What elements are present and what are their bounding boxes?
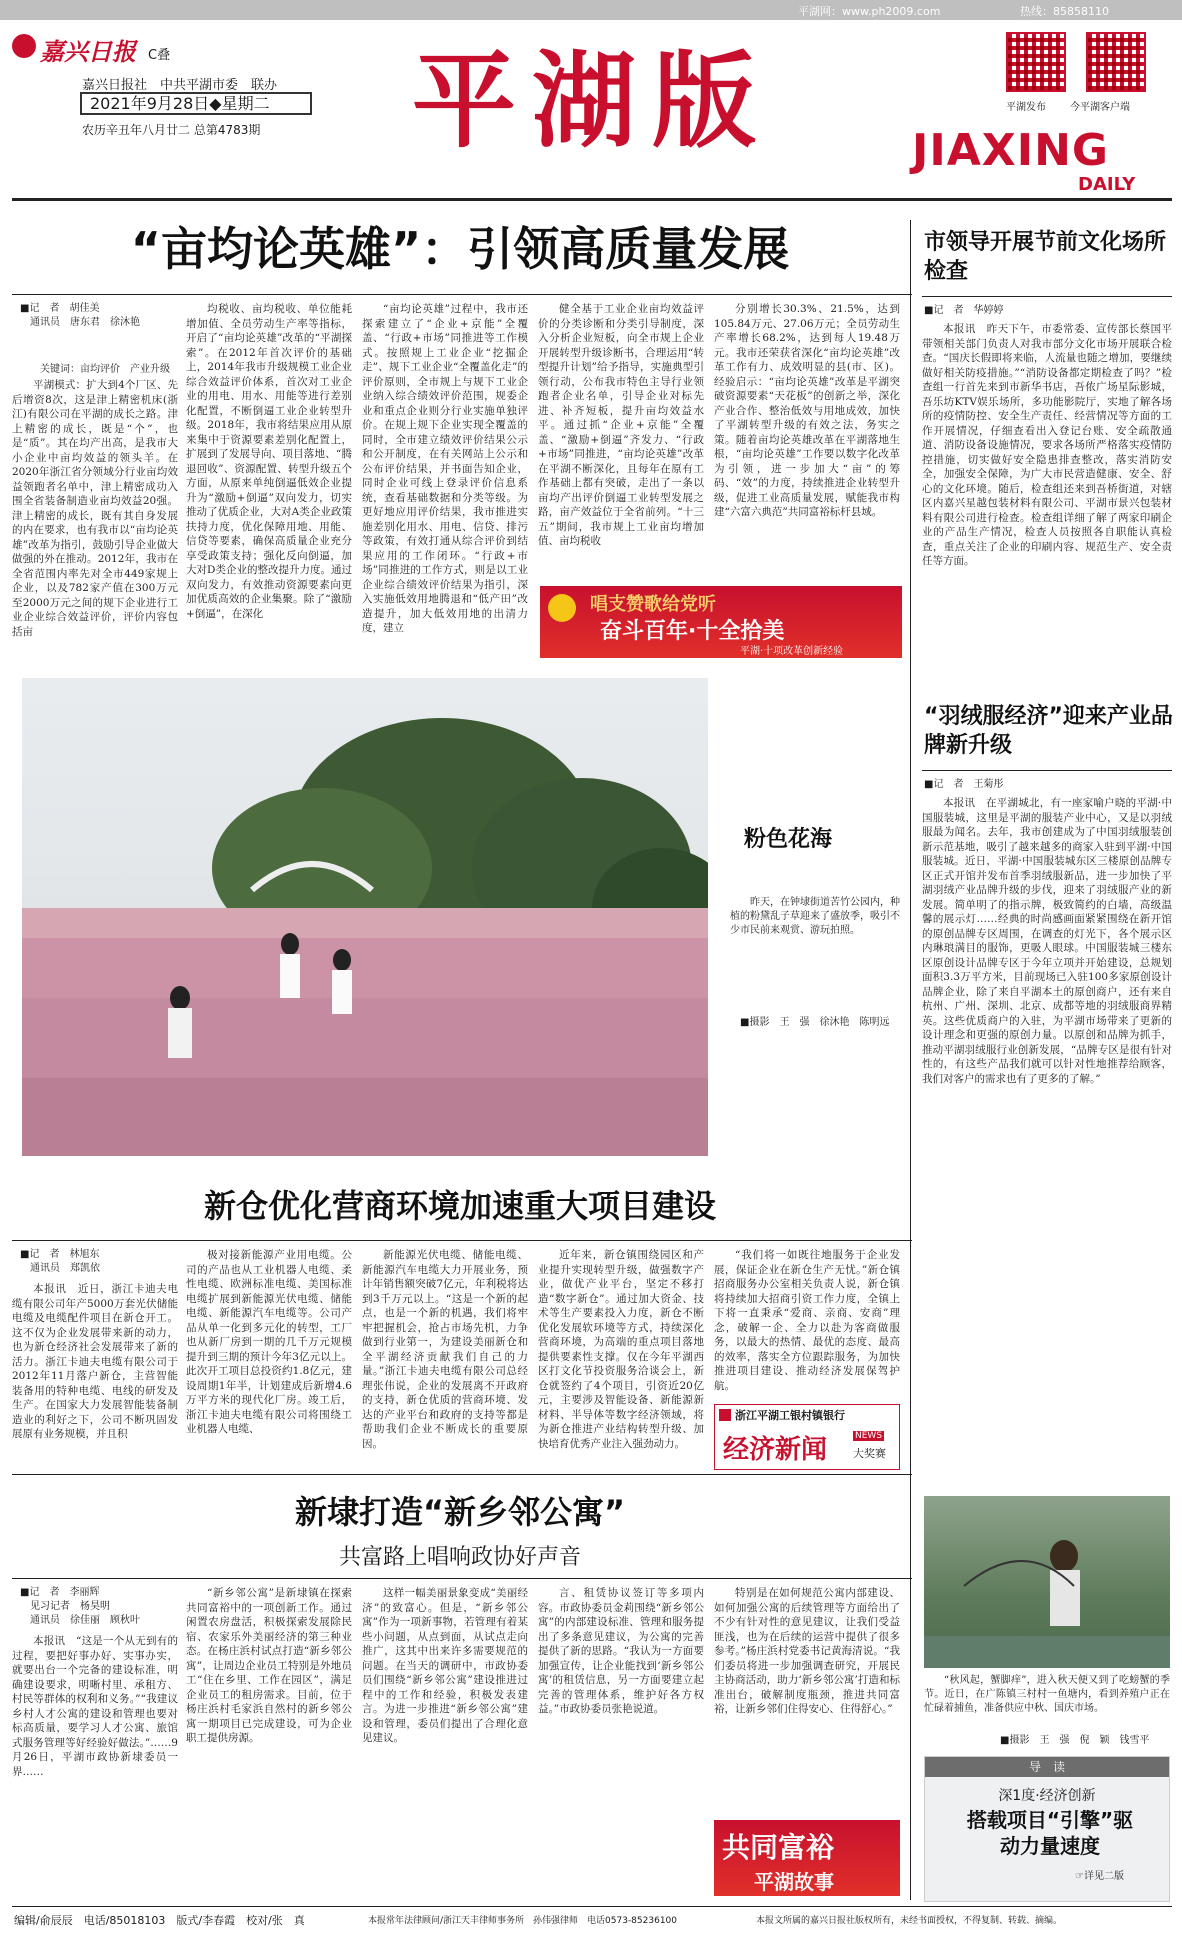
issue-date: 2021年9月28日◆星期二 xyxy=(80,92,312,115)
newspaper-logo-icon xyxy=(12,34,36,58)
paragraph: 本报讯 在平湖城北，有一座家喻户晓的平湖·中国服装城，这里是平湖的服装产业中心，又是以羽绒服最为闻名。去年，我市创建成为了中国羽绒服装创新示范基地，吸引了越来越多的商家入驻到平湖·中国服装城。近日，平湖·中国服装城东区三楼原创品牌专区正式开馆并发布首季羽绒服新品，进一步加快了平湖羽绒产业品牌升级的步伐，迎来了羽绒服产业的新发展。简单明了的指示牌，极致简约的白墙，高级温馨的展示灯……经典的时尚感画面紧紧围绕在新开馆的原创品牌专区周围，在调查的灯光下，各个展示区内琳琅满目的服饰，更吸人眼球。中国服装城三楼东区原创设计品牌专区于今年立项并开始建设，总规划面积3.3万平方米，目前现场已入驻100多家原创设计品牌企业，除了来自平湖本土的原创商户，还有来自杭州、广州、深圳、北京、成都等地的羽绒服商界精英。这些优质商户的入驻，为平湖市场带来了更新的设计理念和更强的原创力量。以原创和品牌为抓手，推动平湖羽绒服行业创新发展，“品牌专区是很有针对性的，有这些产品我们就可以针对性地推荐给顾客，我们对客户的需求也有了更多的了解。” xyxy=(922,797,1172,1085)
story3-subhead: 共富路上唱响政协好声音 xyxy=(338,1545,581,1570)
byline: ■记 者 王菊彤 xyxy=(924,779,1004,790)
crab-fishing-photo[interactable] xyxy=(924,1496,1170,1668)
ad-top: 唱支赞歌给党听 xyxy=(590,594,716,615)
common-prosperity-ad[interactable] xyxy=(714,1820,900,1896)
top-bar xyxy=(0,0,1182,20)
paragraph: 这样一幅美丽景象变成“美丽经济”的致富心。但是，“新乡邻公寓”作为一项新事物，若管理有着某些小问题，从点到面，从试点走向推广，这其中出来许多需要规范的问题。在当天的调研中，市政协委员们围绕“新乡邻公寓”建设推进过程中的工作和经验，积极发表建言。为进一步推进“新乡邻公寓”建设和管理，委员们提出了合理化意见建议。 xyxy=(362,1587,528,1744)
edition-title: 平湖版 xyxy=(412,40,773,162)
story3-col-4 xyxy=(538,1586,704,1892)
lead-col-4 xyxy=(538,302,704,574)
story2-col-2 xyxy=(186,1248,352,1462)
ad-main: 奋斗百年·十全拾美 xyxy=(600,619,785,644)
paragraph: “亩均论英雄”过程中，我市还探索建立了“企业+京能”全覆盖、“行政+市场”同推进等工作模式。按照规上工业企业“挖掘企走”、规下工业企业“全覆盖化走”的评价原则，全市规上与规下工业企业纳入综合绩效评价范围，规委企业和重点企业则分行业实施单独评价。在规上规下企业实现全覆盖的同时，全市建立绩效评价结果公示和公开制度，在有关网站上公示和公布评价结果，并书面告知企业，同时企业可线上登录评价信息系统，查看基础数据和分类等级。为更好地应用评价结果，我市推进实施差别化用水、用电、信贷、排污等政策，有效打通从综合评价到结果应用的工作闭环。“行政+市场”同推进的工作方式，则是以工业企业综合绩效评价结果为指引，深入实施低效用地腾退和“低产田”改造提升，加大低效用地的出清力度，建立 xyxy=(362,303,528,634)
qr-code-icon[interactable] xyxy=(1006,32,1066,92)
newspaper-logo: 嘉兴日报 xyxy=(40,37,136,66)
photo-title: 粉色花海 xyxy=(744,827,833,852)
edition-tag: C叠 xyxy=(148,48,171,63)
story2-col-4 xyxy=(538,1248,704,1462)
lead-col-3 xyxy=(362,302,528,664)
paragraph: 本报讯 “这是一个从无到有的过程，要把好事办好、实事办实，就要出台一个完备的建设标准，明确建设要求，明晰村里、承租方、村民等群体的权利和义务。”“我建议乡村人才公寓的建设和管理也要对标高质量，要学习人才公寓、旅馆式服务管理等好经验好做法。”……9月26日，平湖市政协新埭委员一界…… xyxy=(12,1635,178,1778)
story3-headline[interactable]: 新埭打造“新乡邻公寓” xyxy=(294,1493,626,1531)
ad-company: 浙江平湖工银村镇银行 xyxy=(735,1409,845,1422)
ad-tag: NEWS xyxy=(855,1431,883,1441)
byline: ■记 者 华婷婷 xyxy=(924,305,1004,316)
feature-photo[interactable] xyxy=(22,678,708,1156)
divider xyxy=(12,1240,912,1241)
paragraph: 本报讯 近日，浙江卡迪夫电缆有限公司年产5000万套光伏储能电缆及电缆配件项目在新仓开工。这不仅为企业发展带来新的动力，也为新仓经济社会发展带来了新的活力。浙江卡迪夫电缆有限公司于2012年11月落户新仓，主营智能装备用的特种电缆、电线的研发及生产。在国家大力发展智能装备制造业的利好之下，公司不断巩固发展原有业务规模，并且积 xyxy=(12,1283,178,1440)
side1-body xyxy=(922,322,1172,682)
divider xyxy=(12,294,912,295)
story2-col-3 xyxy=(362,1248,528,1462)
paragraph: 健全基于工业企业亩均效益评价的分类诊断和分类引导制度，深入分析企业短板，向全市规上企业开展转型升级诊断书，合理运用“转型提升计划”给予指导，实施典型引领行动，公布我市特色主导行业领跑者企业名单，引导企业对标先进、补齐短板，提升亩均效益水平。通过抓“企业+京能”全覆盖、“激励+倒逼”齐发力、“行政+市场”同推进，“亩均论英雄”改革在平湖不断深化，且每年在原有工作基础上都有突破，走出了一条以亩均产出评价倒逼工业转型发展之路，亩产效益位于全省前列。“十三五”期间，我市规上工业亩均增加值、亩均税收 xyxy=(538,303,704,547)
side3-caption xyxy=(924,1674,1170,1732)
fisherman-photo xyxy=(924,1496,1170,1668)
footer-divider xyxy=(12,1906,1172,1907)
story2-col-1 xyxy=(12,1282,178,1462)
story2-col-5 xyxy=(714,1248,900,1394)
byline: 见习记者 杨昊明 xyxy=(20,1601,110,1612)
footer-copyright: 本报文所属的嘉兴日报社版权所有，未经书面授权，不得复制、转载、摘编。 xyxy=(756,1916,1063,1926)
paragraph: 均税收、亩均税收、单位能耗增加值、全员劳动生产率等指标，开启了“亩均论英雄”改革的“平湖探索”。在2012年首次评价的基础上，2014年我市升级规模工业企业综合效益评价体系，首次对工业企业的用电、用水、用能等进行差别化配置，不断倒逼工业企业转型升级。2018年，我市将结果应用从原来集中于资源要素差别化配置上，扩展到了发展导向、项目落地、“腾退回收”、资源配置、转型升级五个方面，从原来单纯倒逼低效企业提升为“激励+倒逼”双向发力，切实推动了优质企业，大对A类企业政策扶持力度，优化保障用地、用能、信贷等要素，确保高质量企业充分享受政策支持；强化反向倒逼，加大对D类企业的整改提升力度。通过双向发力，有效推动资源要素向更加优质高效的企业集聚。除了“激励+倒逼”，在深化 xyxy=(186,303,352,620)
paragraph: 言、租赁协议签订等多项内容。市政协委员金莉围绕“新乡邻公寓”的内部建设标准、管理和服务提出了多条意见建议，为公寓的完善提供了新的思路。“我认为一方面要加强宣传，让企业能找到‘新乡邻公寓’的租赁信息，另一方面要建立起完善的管理体系，维护好各方权益。”市政协委员张艳说道。 xyxy=(538,1587,704,1715)
paragraph: 分别增长30.3%、21.5%，达到105.84万元、27.06万元；全员劳动生产率增长68.2%，达到每人19.48万元。我市还荣获省深化“亩均论英雄”改革工作有力、成效明显的县(市、区)。经验启示：“亩均论英雄”改革是平湖突破资源要素“天花板”的创新之举，深化产业合作、整治低效与用地成效，加快了平湖转型升级的有效之法，务实之策。随着亩均论英雄改革在平湖落地生根，“亩均论英雄”工作要以数字化改革为引领，进一步加大“亩”的筹码、“效”的力度，持续推进企业转型升级，促进工业高质量发展，赋能我市构建“六富六典范”共同富裕标杆县域。 xyxy=(714,303,900,518)
publisher-line: 嘉兴日报社 中共平湖市委 联办 xyxy=(82,78,278,93)
story2-headline[interactable]: 新仓优化营商环境加速重大项目建设 xyxy=(203,1187,716,1225)
story3-col-1 xyxy=(12,1634,178,1892)
byline: 通讯员 郑凯依 xyxy=(20,1263,100,1274)
ad-main: 共同富裕 xyxy=(722,1831,835,1864)
lead-headline[interactable]: “亩均论英雄”：引领高质量发展 xyxy=(130,222,790,276)
hotline: 热线：85858110 xyxy=(1020,5,1109,18)
paragraph: 极对接新能源产业用电缆。公司的产品也从工业机器人电缆、柔性电缆、欧洲标准电缆、美国标准电缆扩展到新能源光伏电缆、储能电缆、新能源汽车电缆等。公司产品从单一化到多元化的转型，工厂也从新厂房到一期的几千万元规模提升到三期的预计今年3亿元以上。此次开工项目总投资约1.8亿元，建设周期1年半，计划建成后新增4.6万平方米的现代化厂房。竣工后，浙江卡迪夫电缆有限公司将围绕工业机器人电缆、 xyxy=(186,1249,352,1435)
divider xyxy=(12,1578,912,1579)
paragraph: “我们将一如既往地服务于企业发展，保证企业在新仓生产无忧。”新仓镇招商服务办公室相关负责人说，新仓镇将持续加大招商引资工作力度，全镇上下将一直秉承“爱商、亲商、安商”理念，破解一企、全力以赴为客商做服务，以最大的热情、最优的态度、最高的效率，落实全方位跟踪服务，为加快推进项目建设、推动经济发展保驾护航。 xyxy=(714,1249,900,1392)
story3-col-3 xyxy=(362,1586,528,1892)
side2-headline[interactable]: “羽绒服经济”迎来产业品牌新升级 xyxy=(924,704,1173,758)
lead-col-5 xyxy=(714,302,900,574)
paragraph: 昨天，在钟埭街道苦竹公园内，种植的粉黛乱子草迎来了盛放季，吸引不少市民前来观赏、游玩拍照。 xyxy=(730,897,900,936)
divider xyxy=(922,770,1172,771)
masthead-divider xyxy=(12,198,1172,201)
photo-credit: ■摄影 王 强 徐沐艳 陈明远 xyxy=(740,1017,890,1028)
guide-kicker: 深1度·经济创新 xyxy=(998,1788,1096,1804)
footer-notice: 本报常年法律顾问/浙江天丰律师事务所 孙伟强律师 电话0573-85236100 xyxy=(368,1916,677,1926)
paragraph: “秋风起，蟹脚痒”，进入秋天便又到了吃螃蟹的季节。近日，在广陈镇三村村一鱼塘内，看到养殖户正在忙碌着捕鱼，准备供应中秋、国庆市场。 xyxy=(924,1675,1170,1714)
side2-body xyxy=(922,796,1172,1484)
economic-news-ad[interactable] xyxy=(714,1404,900,1470)
paragraph: 特别是在如何规范公寓内部建设、如何加强公寓的后续管理等方面给出了不少有针对性的意见建议，让我们受益匪浅，也为在后续的运营中提供了很多参考。”杨庄浜村党委书记黄海清说。“我们委员将进一步加强调查研究，开展民主协商活动，助力‘新乡邻公寓’打造和标准出台，破解制度瓶颈，推进共同富裕，让新乡邻们住得安心、住得舒心。” xyxy=(714,1587,900,1715)
bank-logo-icon xyxy=(719,1409,731,1421)
paragraph: “新乡邻公寓”是新埭镇在探索共同富裕中的一项创新工作。通过闲置农房盘活，积极探索发展除民宿、农家乐外美丽经济的第三种业态。在杨庄浜村试点打造“新乡邻公寓”，让周边企业员工特别是外地员工“住在乡里、工作在园区”，满足企业员工的租房需求。目前，位于杨庄浜村毛家浜自然村的新乡邻公寓一期项目已完成建设，可为企业职工提供房源。 xyxy=(186,1587,352,1744)
flower-field-photo xyxy=(22,678,708,1156)
keywords: 关键词：亩均评价 产业升级 xyxy=(40,364,170,375)
lunar-date: 农历辛丑年八月廿二 总第4783期 xyxy=(82,123,261,137)
ad-main: 经济新闻 xyxy=(723,1435,828,1465)
guide-headline[interactable]: 搭载项目“引擎”驱动力量速度 xyxy=(966,1808,1134,1858)
ad-sub: 大奖赛 xyxy=(853,1447,886,1460)
paragraph: 近年来，新仓镇围绕园区和产业提升实现转型升级，做强数字产业，做优产业平台，坚定不移打造“数字新仓”。通过加大资金、技术等生产要素投入力度，新仓不断优化发展软环境等方式，持续深化营商环境，为高端的重点项目落地提供要素性支撑。仅在今年平湖西区打文化节投资服务洽谈会上，新仓就签约了4个项目，引资近20亿元，主要涉及智能设备、新能源新材料、半导体等数字经济领域，将为新仓推进产业结构转型升级、加快培育优秀产业注入强劲动力。 xyxy=(538,1249,704,1450)
paragraph: 平湖模式：扩大到4个厂区、先后增资8次，这是津上精密机床(浙江)有限公司在平湖的成长之路。津上精密的成长，既是“个”，也是“质”。其在均产出高，是我市大小企业中亩均效益的领头羊。在2020年浙江省分领域分行业亩均效益领跑者名单中，津上精密成功入围全省装备制造业亩均效益20强。津上精密的成长，既有其自身发展的内在要求，也有我市以“亩均论英雄”改革为指引，鼓励引导企业做大做强的外在推动。2012年，我市在全省范围内率先对全市449家规上企业，以及782家产值在300万元至2000万元之间的规下企业进行工业企业综合效益评价，评价内容包括亩 xyxy=(12,379,178,638)
brand-sub: DAILY xyxy=(1078,174,1136,195)
photo-credit: ■摄影 王 强 倪 颖 钱雪平 xyxy=(1000,1735,1150,1746)
ad-bar: 平湖·十项改革创新经验 xyxy=(740,646,844,657)
divider xyxy=(922,296,1172,297)
byline: 通讯员 唐东君 徐沐艳 xyxy=(20,317,140,328)
byline: ■记 者 胡佳美 xyxy=(20,303,100,314)
ad-sub: 平湖故事 xyxy=(754,1870,834,1894)
paragraph: 本报讯 昨天下午，市委常委、宣传部长蔡国平带领相关部门负责人对我市部分文化市场开展联合检查。“国庆长假即将来临，人流量也随之增加，要继续做好相关防疫措施。”“消防设备都定期检查了吗？”检查组一行首先来到市新华书店，吾侬广场星际影城，吾乐坊KTV娱乐场所，多功能影院厅，实地了解各场所的疫情防控、安全生产责任、经营情况等方面的工作开展情况，仔细查看出入登记台账、安全疏散通道、消防设备设施情况，要求各场所严格落实疫情防控措施，切实做好安全隐患排查整改，落实消防安全，加强安全保障，为广大市民营造健康、安全、舒心的文化环境。随后，检查组还来到吾桥街道，对辖区内嘉兴星越包装材料有限公司、平湖市景兴包装材料有限公司进行检查。检查组详细了解了两家印刷企业的产品生产情况，检查人员按照各自职能认真检查，重点关注了企业的印刷内容、规范生产、安全责任等方面。 xyxy=(922,323,1172,567)
paragraph: 新能源光伏电缆、储能电缆、新能源汽车电缆大力开展业务，预计年销售额突破7亿元，年利税将达到3千万元以上。“这是一个新的起点，也是一个新的机遇，我们将牢牢把握机会，抢占市场先机，力争做到行业第一，为建设美丽新仓和全平湖经济贡献我们自己的力量。”浙江卡迪夫电缆有限公司总经理张伟说，企业的发展离不开政府的支持，新仓优质的营商环境、发达的产业平台和政府的支持等都是帮助我们企业不断成长的重要原因。 xyxy=(362,1249,528,1450)
brand-name: JIAXING xyxy=(912,125,1110,176)
qr-label: 平湖发布 xyxy=(1006,102,1046,113)
photo-caption xyxy=(730,896,900,990)
side1-headline[interactable]: 市领导开展节前文化场所检查 xyxy=(924,230,1167,284)
qr-code-icon[interactable] xyxy=(1086,32,1146,92)
party-ad-banner[interactable] xyxy=(540,586,902,658)
story3-col-5 xyxy=(714,1586,900,1812)
byline: ■记 者 李丽辉 xyxy=(20,1587,100,1598)
guide-box[interactable] xyxy=(924,1756,1170,1902)
byline: 通讯员 徐佳丽 顾秋叶 xyxy=(20,1615,140,1626)
site-url[interactable]: 平湖网：www.ph2009.com xyxy=(798,5,941,18)
party-emblem-icon xyxy=(548,594,576,622)
lead-col-2 xyxy=(186,302,352,664)
lead-col-1 xyxy=(12,378,178,664)
story3-col-2 xyxy=(186,1586,352,1892)
column-divider xyxy=(910,220,911,1900)
footer-editors: 编辑/俞辰辰 电话/85018103 版式/李春霞 校对/张 真 xyxy=(14,1914,305,1927)
qr-label: 今平湖客户端 xyxy=(1070,102,1130,113)
guide-label: 导 读 xyxy=(925,1757,1169,1777)
divider xyxy=(12,1474,912,1475)
byline: ■记 者 林旭东 xyxy=(20,1249,100,1260)
guide-ref[interactable]: ☞详见二版 xyxy=(1075,1871,1124,1882)
